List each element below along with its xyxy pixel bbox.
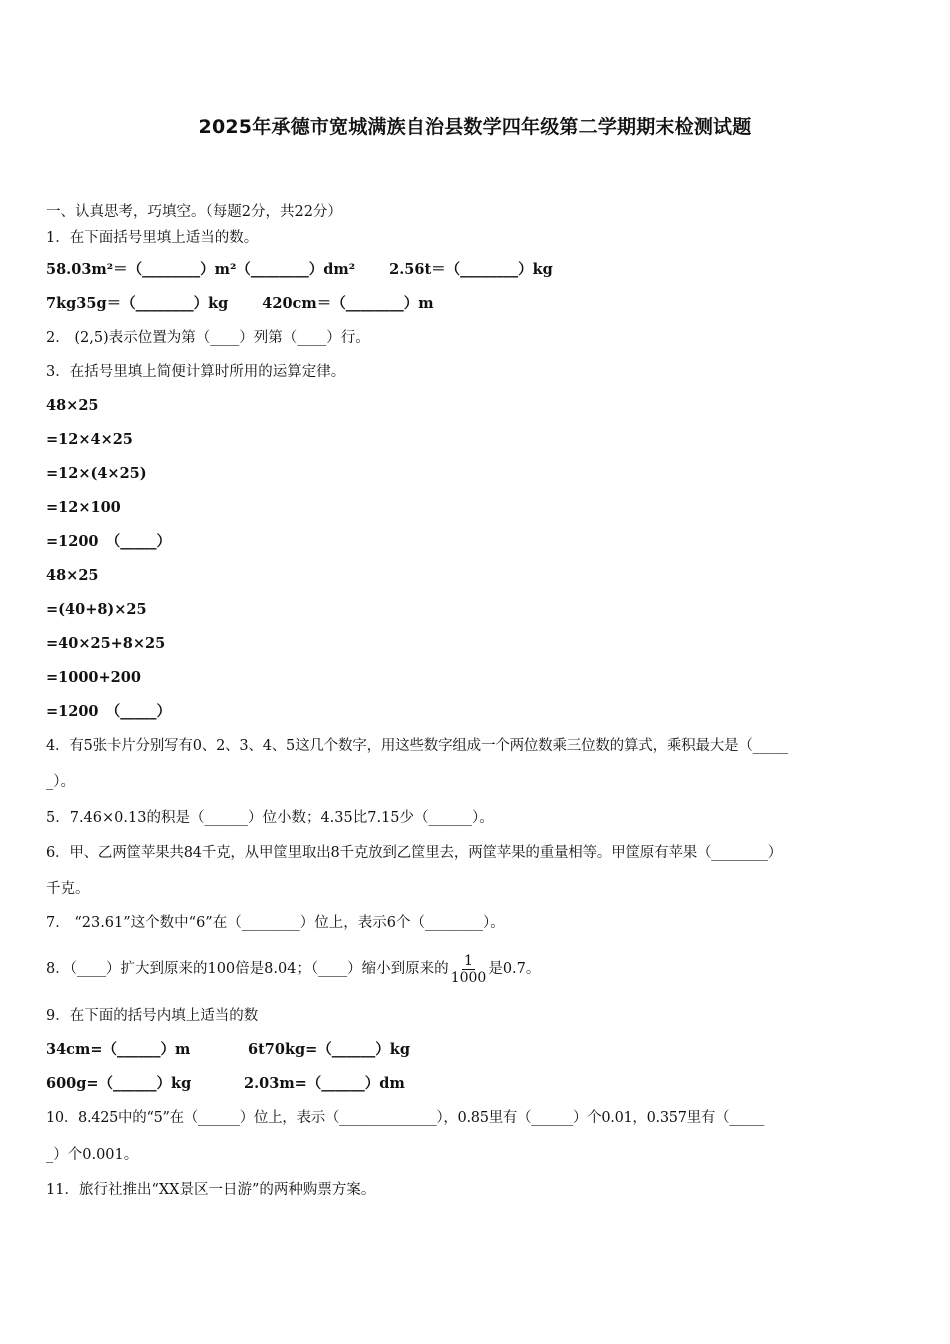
- question-6-line-2: 千克。: [46, 881, 90, 897]
- question-5: 5．7.46×0.13的积是（______）位小数；4.35比7.15少（______）。: [46, 810, 494, 826]
- question-3-step: 48×25: [46, 397, 99, 414]
- question-3-step: =1000+200: [46, 669, 141, 686]
- question-3-step: =1200 （_____）: [46, 703, 172, 720]
- question-1-item-2: 2.56t＝（________）kg: [389, 261, 553, 278]
- question-4-line-2: _）。: [46, 774, 75, 790]
- question-1-stem: 1．在下面括号里填上适当的数。: [46, 230, 259, 246]
- page-title: 2025年承德市宽城满族自治县数学四年级第二学期期末检测试题: [198, 116, 752, 138]
- question-3-step: =1200 （_____）: [46, 533, 172, 550]
- question-9-item-2: 6t70kg=（______）kg: [248, 1041, 410, 1058]
- question-9-item-1: 34cm=（______）m: [46, 1041, 191, 1058]
- fraction-numerator: 1: [464, 952, 473, 969]
- question-2: 2． (2,5)表示位置为第（____）列第（____）行。: [46, 330, 370, 346]
- question-8: [46, 950, 540, 988]
- question-11: 11．旅行社推出“XX景区一日游”的两种购票方案。: [46, 1182, 376, 1198]
- question-3-step: =(40+8)×25: [46, 601, 147, 618]
- fraction: [451, 953, 487, 986]
- question-3-step: =40×25+8×25: [46, 635, 166, 652]
- fraction-denominator: 1000: [450, 969, 487, 986]
- question-8-part-2: 是0.7。: [488, 961, 541, 977]
- question-1-item-4: 420cm＝（________）m: [262, 295, 434, 312]
- question-3-step: =12×(4×25): [46, 465, 147, 482]
- question-3-step: =12×100: [46, 499, 121, 516]
- question-3-step: 48×25: [46, 567, 99, 584]
- question-9-stem: 9．在下面的括号内填上适当的数: [46, 1008, 259, 1024]
- question-9-row-2: [46, 1074, 405, 1094]
- question-9-item-4: 2.03m=（______）dm: [244, 1075, 405, 1092]
- question-9-item-3: 600g=（______）kg: [46, 1075, 192, 1092]
- question-1-item-3: 7kg35g＝（________）kg: [46, 295, 229, 312]
- question-9-row-1: [46, 1040, 410, 1060]
- question-10-line-2: _）个0.001。: [46, 1147, 139, 1163]
- question-1-row-1: [46, 260, 553, 280]
- question-3-stem: 3．在括号里填上简便计算时所用的运算定律。: [46, 364, 346, 380]
- question-1-item-1: 58.03m²＝（________）m²（________）dm²: [46, 261, 356, 278]
- question-1-row-2: [46, 294, 434, 314]
- question-7: 7． “23.61”这个数中“6”在（________）位上，表示6个（________）。: [46, 915, 505, 931]
- question-4-line-1: 4．有5张卡片分别写有0、2、3、4、5这几个数字，用这些数字组成一个两位数乘三位数的算式，乘积最大是（_____: [46, 738, 788, 754]
- question-6-line-1: 6．甲、乙两筐苹果共84千克，从甲筐里取出8千克放到乙筐里去，两筐苹果的重量相等。甲筐原有苹果（________）: [46, 845, 782, 861]
- question-3-step: =12×4×25: [46, 431, 133, 448]
- question-10-line-1: 10．8.425中的“5”在（______）位上，表示（______________），0.85里有（______）个0.01，0.357里有（_____: [46, 1110, 764, 1126]
- question-8-part-1: 8．（____）扩大到原来的100倍是8.04；（____）缩小到原来的: [46, 961, 449, 977]
- section-heading: 一、认真思考，巧填空。（每题2分，共22分）: [46, 204, 342, 220]
